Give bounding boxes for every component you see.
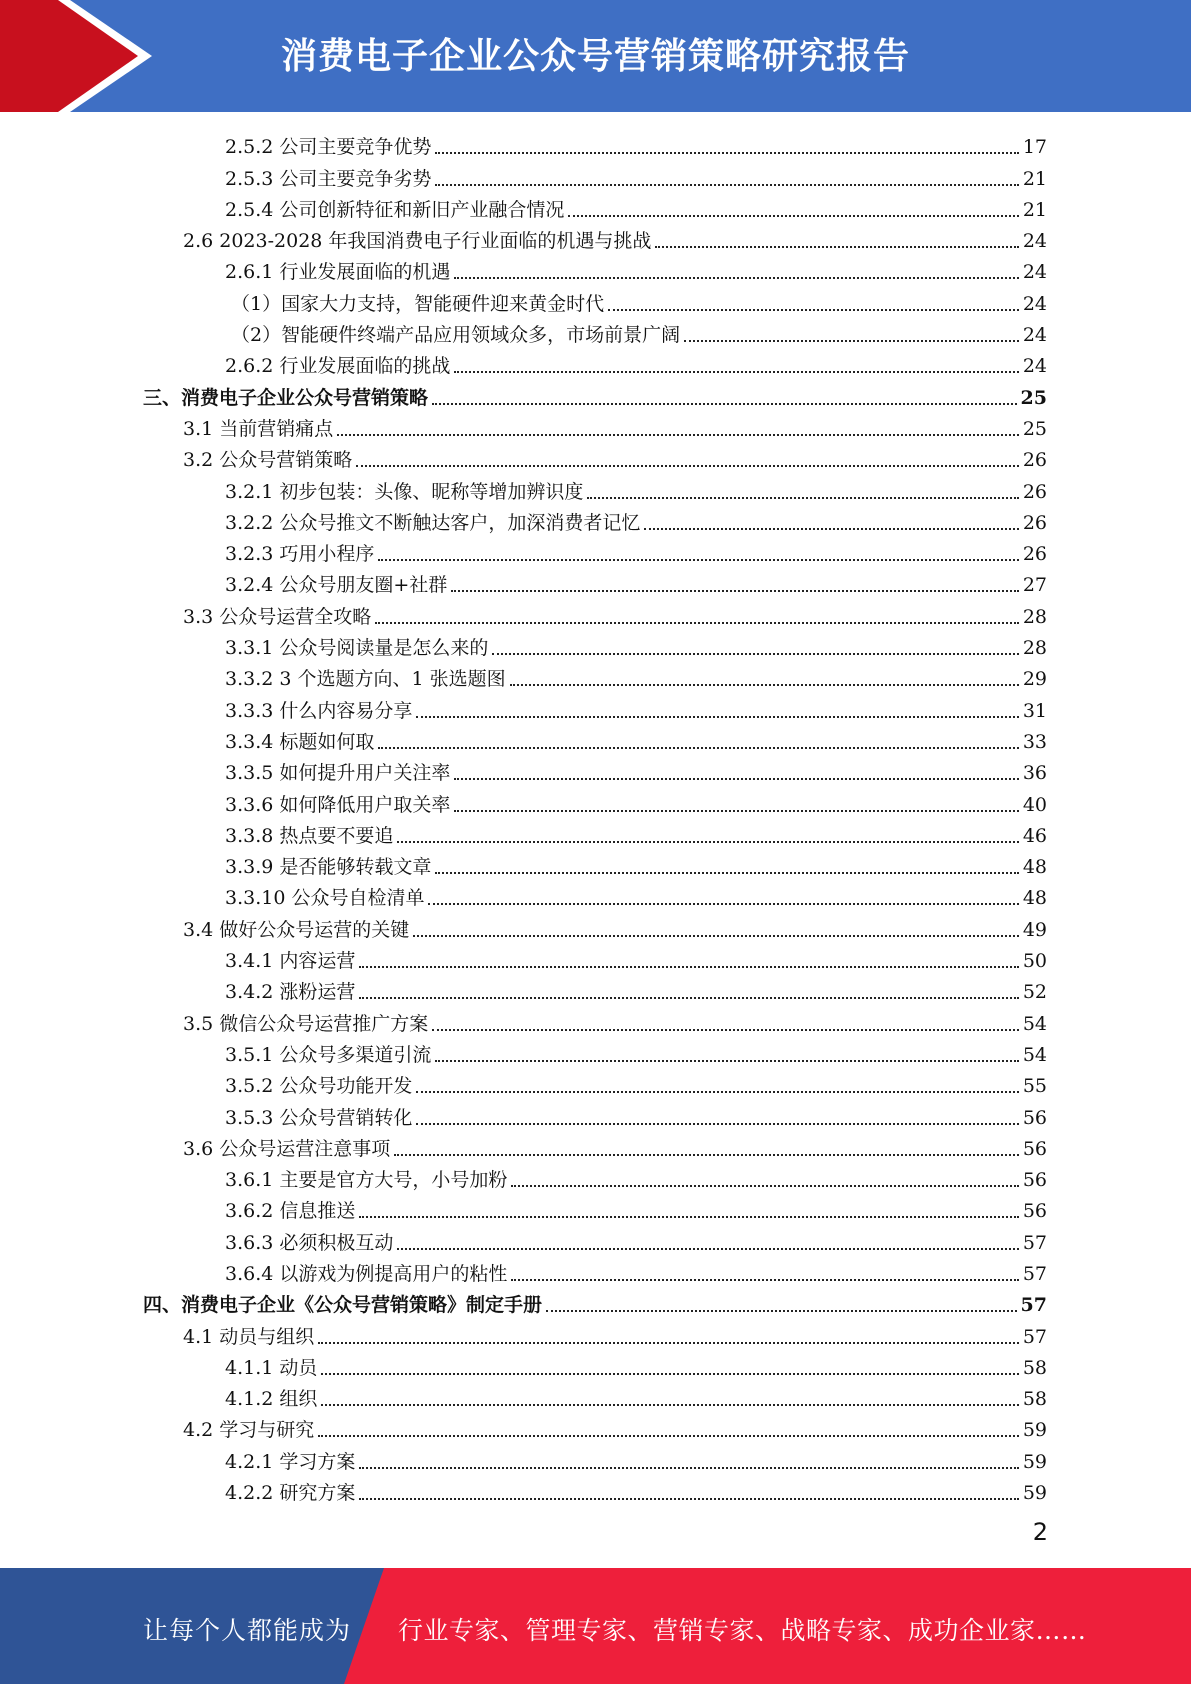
toc-entry[interactable] xyxy=(143,628,1047,659)
toc-dot-leader xyxy=(451,589,1019,592)
page-number: 2 xyxy=(1032,1518,1048,1546)
toc-dot-leader xyxy=(644,527,1018,530)
page-footer xyxy=(0,1568,1191,1684)
toc-entry[interactable] xyxy=(143,158,1047,189)
toc-entry-page: 59 xyxy=(1022,1419,1047,1442)
toc-entry-page: 52 xyxy=(1022,981,1047,1004)
toc-entry[interactable] xyxy=(143,1254,1047,1285)
toc-dot-leader xyxy=(432,1028,1019,1031)
toc-entry-title: 3.4 做好公众号运营的关键 xyxy=(183,918,410,941)
toc-entry-page: 54 xyxy=(1022,1012,1047,1035)
toc-entry-title: 3.3.8 热点要不要追 xyxy=(225,824,394,847)
toc-dot-leader xyxy=(684,339,1019,342)
toc-dot-leader xyxy=(416,1122,1018,1125)
toc-entry-title: 3.3.10 公众号自检清单 xyxy=(225,887,425,910)
toc-entry-page: 57 xyxy=(1022,1262,1047,1285)
toc-entry-title: 3.3.4 标题如何取 xyxy=(225,730,375,753)
toc-dot-leader xyxy=(608,308,1019,311)
toc-entry[interactable] xyxy=(143,315,1047,346)
toc-entry-page: 21 xyxy=(1022,167,1047,190)
toc-entry[interactable] xyxy=(143,503,1047,534)
toc-entry-title: （2）智能硬件终端产品应用领域众多，市场前景广阔 xyxy=(231,324,681,347)
toc-entry-title: 四、消费电子企业《公众号营销策略》制定手册 xyxy=(143,1294,543,1317)
toc-entry-title: 2.6 2023-2028 年我国消费电子行业面临的机遇与挑战 xyxy=(183,230,652,253)
toc-entry-title: 4.1.2 组织 xyxy=(225,1388,318,1411)
toc-entry-page: 46 xyxy=(1022,824,1047,847)
toc-dot-leader xyxy=(546,1309,1017,1312)
report-title: 消费电子企业公众号营销策略研究报告 xyxy=(280,36,910,77)
toc-entry-title: （1）国家大力支持，智能硬件迎来黄金时代 xyxy=(231,292,605,315)
toc-entry-title: 3.5.3 公众号营销转化 xyxy=(225,1106,413,1129)
toc-entry-title: 3.3.9 是否能够转载文章 xyxy=(225,856,432,879)
toc-entry[interactable] xyxy=(143,1160,1047,1191)
toc-entry[interactable] xyxy=(143,1285,1047,1316)
toc-entry-page: 57 xyxy=(1020,1294,1047,1317)
toc-entry[interactable] xyxy=(143,377,1047,408)
toc-entry[interactable] xyxy=(143,972,1047,1003)
toc-entry[interactable] xyxy=(143,346,1047,377)
toc-entry-title: 3.2 公众号营销策略 xyxy=(183,449,353,472)
toc-entry-page: 25 xyxy=(1020,386,1047,409)
toc-dot-leader xyxy=(428,902,1018,905)
toc-entry-page: 33 xyxy=(1022,730,1047,753)
toc-dot-leader xyxy=(454,777,1018,780)
toc-dot-leader xyxy=(655,245,1018,248)
toc-entry[interactable] xyxy=(143,816,1047,847)
toc-entry-page: 26 xyxy=(1022,511,1047,534)
toc-dot-leader xyxy=(416,1090,1018,1093)
toc-dot-leader xyxy=(511,1278,1018,1281)
toc-entry-title: 2.5.2 公司主要竞争优势 xyxy=(225,136,432,159)
toc-entry-title: 3.2.4 公众号朋友圈+社群 xyxy=(225,574,448,597)
toc-entry-title: 3.4.1 内容运营 xyxy=(225,950,356,973)
page-header xyxy=(0,0,1191,112)
toc-entry-title: 3.5.1 公众号多渠道引流 xyxy=(225,1043,432,1066)
toc-entry[interactable] xyxy=(143,722,1047,753)
toc-entry-page: 50 xyxy=(1022,950,1047,973)
toc-entry-page: 56 xyxy=(1022,1137,1047,1160)
toc-entry[interactable] xyxy=(143,1129,1047,1160)
toc-entry[interactable] xyxy=(143,1441,1047,1472)
toc-entry-title: 4.1.1 动员 xyxy=(225,1356,318,1379)
toc-dot-leader xyxy=(318,1341,1019,1344)
toc-entry-title: 3.5 微信公众号运营推广方案 xyxy=(183,1012,429,1035)
toc-entry-page: 31 xyxy=(1022,699,1047,722)
toc-entry-title: 3.3.1 公众号阅读量是怎么来的 xyxy=(225,637,489,660)
toc-entry[interactable] xyxy=(143,753,1047,784)
toc-entry[interactable] xyxy=(143,1003,1047,1034)
toc-entry-title: 4.2.1 学习方案 xyxy=(225,1450,356,1473)
toc-entry-page: 56 xyxy=(1022,1169,1047,1192)
toc-dot-leader xyxy=(356,464,1019,467)
toc-entry-title: 2.6.1 行业发展面临的机遇 xyxy=(225,261,451,284)
toc-entry-page: 17 xyxy=(1022,136,1047,159)
toc-entry[interactable] xyxy=(143,784,1047,815)
toc-entry-title: 2.5.3 公司主要竞争劣势 xyxy=(225,167,432,190)
toc-dot-leader xyxy=(435,151,1018,154)
toc-dot-leader xyxy=(397,1247,1018,1250)
toc-dot-leader xyxy=(337,433,1019,436)
toc-entry-page: 58 xyxy=(1022,1388,1047,1411)
toc-entry-title: 3.3.5 如何提升用户关注率 xyxy=(225,762,451,785)
toc-entry[interactable] xyxy=(143,1473,1047,1504)
footer-slogan-right: 行业专家、管理专家、营销专家、战略专家、成功企业家…… xyxy=(398,1616,1087,1645)
toc-entry-title: 3.2.2 公众号推文不断触达客户，加深消费者记忆 xyxy=(225,511,641,534)
toc-dot-leader xyxy=(416,715,1018,718)
toc-dot-leader xyxy=(359,965,1018,968)
toc-entry[interactable] xyxy=(143,534,1047,565)
toc-dot-leader xyxy=(397,840,1018,843)
toc-entry-page: 26 xyxy=(1022,449,1047,472)
table-of-contents xyxy=(143,127,1047,1504)
toc-dot-leader xyxy=(432,402,1017,405)
toc-dot-leader xyxy=(435,871,1018,874)
toc-entry-page: 49 xyxy=(1022,918,1047,941)
toc-entry-page: 28 xyxy=(1022,605,1047,628)
toc-entry-title: 3.6 公众号运营注意事项 xyxy=(183,1137,391,1160)
toc-dot-leader xyxy=(378,746,1018,749)
toc-entry[interactable] xyxy=(143,440,1047,471)
toc-entry-title: 3.6.2 信息推送 xyxy=(225,1200,356,1223)
toc-entry-title: 3.2.3 巧用小程序 xyxy=(225,543,375,566)
toc-entry-title: 2.5.4 公司创新特征和新旧产业融合情况 xyxy=(225,198,565,221)
toc-dot-leader xyxy=(394,1153,1019,1156)
toc-dot-leader xyxy=(321,1372,1018,1375)
toc-entry[interactable] xyxy=(143,1222,1047,1253)
toc-entry[interactable] xyxy=(143,1035,1047,1066)
toc-entry[interactable] xyxy=(143,1379,1047,1410)
toc-dot-leader xyxy=(375,621,1019,624)
toc-entry-page: 29 xyxy=(1022,668,1047,691)
toc-dot-leader xyxy=(587,496,1018,499)
toc-dot-leader xyxy=(321,1403,1018,1406)
toc-entry[interactable] xyxy=(143,252,1047,283)
toc-entry[interactable] xyxy=(143,409,1047,440)
toc-entry-page: 57 xyxy=(1022,1231,1047,1254)
toc-entry[interactable] xyxy=(143,847,1047,878)
toc-entry[interactable] xyxy=(143,1410,1047,1441)
toc-entry-title: 3.4.2 涨粉运营 xyxy=(225,981,356,1004)
toc-entry-page: 56 xyxy=(1022,1106,1047,1129)
toc-dot-leader xyxy=(454,370,1018,373)
toc-entry-page: 26 xyxy=(1022,543,1047,566)
toc-entry[interactable] xyxy=(143,221,1047,252)
toc-entry-title: 三、消费电子企业公众号营销策略 xyxy=(143,386,429,409)
toc-entry-page: 54 xyxy=(1022,1043,1047,1066)
toc-entry[interactable] xyxy=(143,565,1047,596)
toc-entry-title: 3.2.1 初步包装：头像、昵称等增加辨识度 xyxy=(225,480,584,503)
toc-dot-leader xyxy=(454,809,1018,812)
toc-entry-page: 24 xyxy=(1022,261,1047,284)
toc-entry-page: 24 xyxy=(1022,355,1047,378)
toc-entry-page: 25 xyxy=(1022,417,1047,440)
toc-entry[interactable] xyxy=(143,190,1047,221)
toc-entry[interactable] xyxy=(143,1097,1047,1128)
toc-entry-title: 3.6.1 主要是官方大号，小号加粉 xyxy=(225,1169,508,1192)
toc-entry[interactable] xyxy=(143,596,1047,627)
toc-entry-page: 59 xyxy=(1022,1482,1047,1505)
toc-entry-page: 24 xyxy=(1022,292,1047,315)
toc-dot-leader xyxy=(359,1215,1018,1218)
toc-entry[interactable] xyxy=(143,909,1047,940)
toc-entry-page: 56 xyxy=(1022,1200,1047,1223)
toc-entry-page: 28 xyxy=(1022,637,1047,660)
toc-dot-leader xyxy=(318,1434,1019,1437)
toc-dot-leader xyxy=(510,683,1019,686)
toc-entry-title: 4.1 动员与组织 xyxy=(183,1325,315,1348)
toc-entry-page: 27 xyxy=(1022,574,1047,597)
toc-dot-leader xyxy=(359,1497,1018,1500)
toc-dot-leader xyxy=(454,276,1018,279)
toc-entry-page: 36 xyxy=(1022,762,1047,785)
toc-entry-title: 3.3 公众号运营全攻略 xyxy=(183,605,372,628)
toc-dot-leader xyxy=(435,183,1018,186)
toc-dot-leader xyxy=(492,652,1018,655)
toc-entry[interactable] xyxy=(143,690,1047,721)
toc-entry-page: 26 xyxy=(1022,480,1047,503)
toc-entry-title: 3.1 当前营销痛点 xyxy=(183,417,334,440)
toc-entry-title: 3.6.4 以游戏为例提高用户的粘性 xyxy=(225,1262,508,1285)
footer-slogan-left: 让每个人都能成为 xyxy=(143,1616,352,1645)
toc-entry-page: 48 xyxy=(1022,887,1047,910)
toc-entry-title: 4.2 学习与研究 xyxy=(183,1419,315,1442)
toc-dot-leader xyxy=(568,214,1018,217)
toc-entry[interactable] xyxy=(143,1066,1047,1097)
toc-dot-leader xyxy=(359,1466,1018,1469)
toc-dot-leader xyxy=(378,558,1018,561)
toc-entry-page: 21 xyxy=(1022,198,1047,221)
toc-entry[interactable] xyxy=(143,1316,1047,1347)
toc-dot-leader xyxy=(359,996,1018,999)
toc-dot-leader xyxy=(511,1184,1018,1187)
toc-entry-page: 58 xyxy=(1022,1356,1047,1379)
toc-entry[interactable] xyxy=(143,941,1047,972)
toc-entry[interactable] xyxy=(143,283,1047,314)
toc-dot-leader xyxy=(435,1059,1018,1062)
toc-entry-page: 24 xyxy=(1022,324,1047,347)
toc-entry-page: 24 xyxy=(1022,230,1047,253)
toc-entry-title: 2.6.2 行业发展面临的挑战 xyxy=(225,355,451,378)
toc-entry-title: 3.3.3 什么内容易分享 xyxy=(225,699,413,722)
toc-dot-leader xyxy=(413,934,1019,937)
toc-entry-page: 40 xyxy=(1022,793,1047,816)
toc-entry-title: 3.5.2 公众号功能开发 xyxy=(225,1075,413,1098)
toc-entry-title: 3.3.2 3 个选题方向、1 张选题图 xyxy=(225,668,506,691)
toc-entry[interactable] xyxy=(143,1191,1047,1222)
toc-entry[interactable] xyxy=(143,1348,1047,1379)
toc-entry-title: 3.3.6 如何降低用户取关率 xyxy=(225,793,451,816)
toc-entry[interactable] xyxy=(143,127,1047,158)
toc-entry-page: 57 xyxy=(1022,1325,1047,1348)
toc-entry[interactable] xyxy=(143,878,1047,909)
toc-entry[interactable] xyxy=(143,471,1047,502)
toc-entry-title: 4.2.2 研究方案 xyxy=(225,1482,356,1505)
toc-entry-page: 59 xyxy=(1022,1450,1047,1473)
toc-entry[interactable] xyxy=(143,659,1047,690)
toc-entry-page: 48 xyxy=(1022,856,1047,879)
toc-entry-page: 55 xyxy=(1022,1075,1047,1098)
toc-entry-title: 3.6.3 必须积极互动 xyxy=(225,1231,394,1254)
